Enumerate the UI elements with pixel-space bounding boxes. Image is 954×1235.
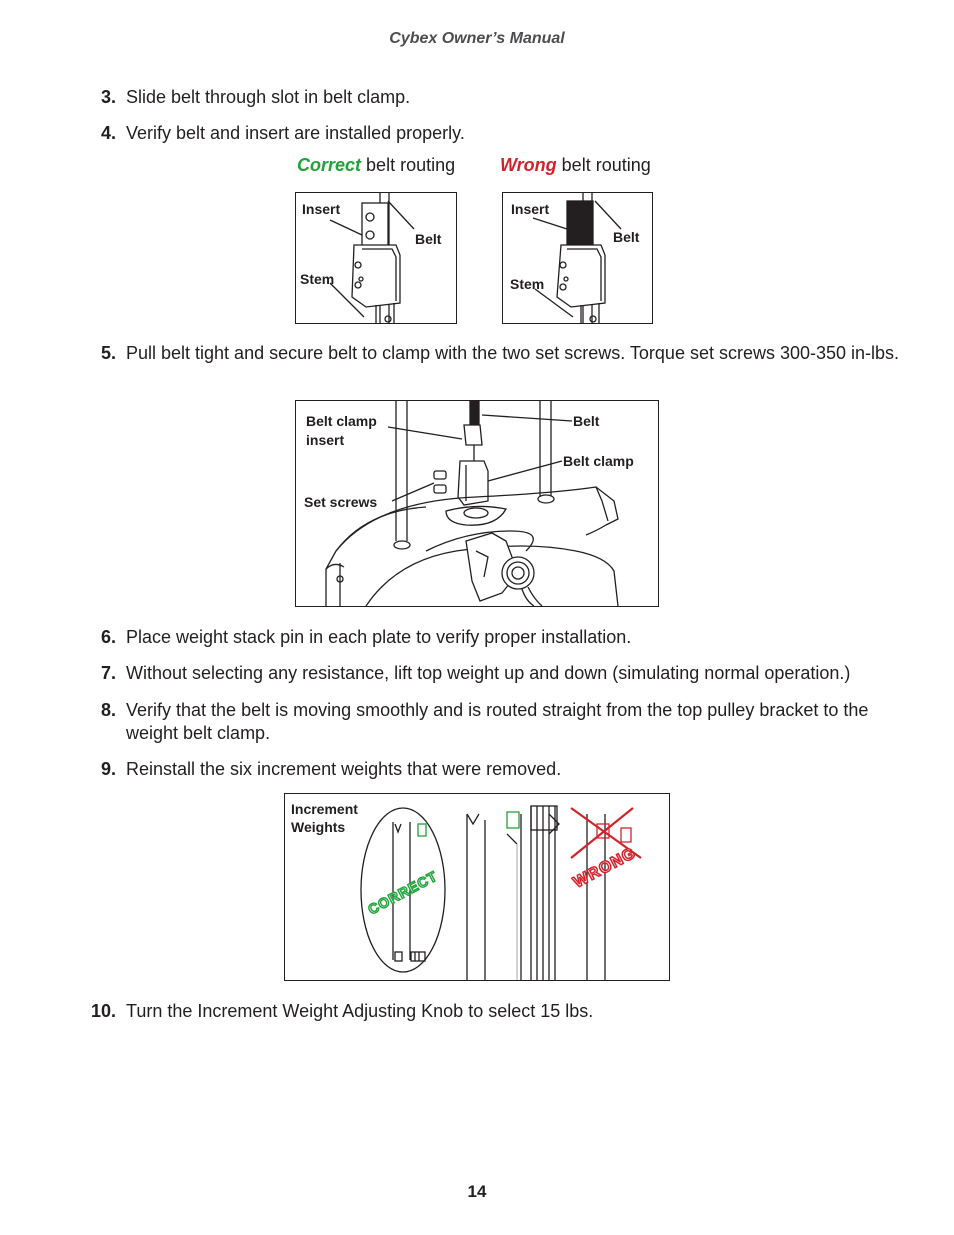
- wrong-stamp: WRONG: [570, 844, 639, 892]
- correct-routing-caption: [297, 155, 455, 176]
- step-text: Reinstall the six increment weights that were removed.: [126, 759, 562, 779]
- correct-word: Correct: [297, 155, 362, 175]
- step-number: 3.: [100, 87, 116, 107]
- step-text: Slide belt through slot in belt clamp.: [126, 87, 411, 107]
- set-screws-label: Set screws: [304, 494, 378, 510]
- correct-suffix: belt routing: [366, 155, 456, 175]
- step-text: Place weight stack pin in each plate to verify proper installation.: [126, 627, 632, 647]
- increment-label-line1: Increment: [291, 801, 358, 817]
- step-text: Without selecting any resistance, lift top weight up and down (simulating normal operation.): [126, 663, 851, 683]
- increment-label-line2: Weights: [291, 819, 346, 835]
- correct-stamp: CORRECT: [365, 867, 441, 918]
- step-number: 6.: [100, 627, 116, 647]
- step-text: Turn the Increment Weight Adjusting Knob to select 15 lbs.: [126, 1001, 594, 1021]
- wrong-suffix: belt routing: [561, 155, 651, 175]
- stem-label: Stem: [510, 276, 545, 292]
- step-text: Verify that the belt is moving smoothly and is routed straight from the top pulley bracket to the weight belt clamp.: [126, 700, 869, 743]
- wrong-word: Wrong: [500, 155, 557, 175]
- belt-clamp-insert-label-line2: insert: [306, 432, 345, 448]
- step-5: [80, 342, 900, 388]
- wrong-routing-caption: [500, 155, 651, 176]
- step-number: 8.: [100, 700, 116, 720]
- belt-clamp-insert-label-line1: Belt clamp: [306, 413, 377, 429]
- step-number: 10.: [90, 1001, 116, 1021]
- stem-label: Stem: [300, 271, 335, 287]
- step-number: 5.: [100, 343, 116, 363]
- wrong-routing-figure: [502, 192, 653, 324]
- increment-weights-figure: [284, 793, 670, 981]
- step-text: Verify belt and insert are installed properly.: [126, 123, 465, 143]
- belt-clamp-label: Belt clamp: [563, 453, 634, 469]
- step-text: Pull belt tight and secure belt to clamp with the two set screws. Torque set screws 300-350 in-lbs.: [126, 343, 900, 363]
- insert-label: Insert: [511, 201, 550, 217]
- step-8: [80, 699, 900, 745]
- insert-label: Insert: [302, 201, 341, 217]
- page-header-title: Cybex Owner’s Manual: [389, 30, 565, 47]
- belt-label: Belt: [613, 229, 640, 245]
- belt-label: Belt: [573, 413, 600, 429]
- correct-routing-figure: [295, 192, 457, 324]
- belt-label: Belt: [415, 231, 442, 247]
- page-number: 14: [467, 1182, 487, 1201]
- step-number: 4.: [100, 123, 116, 143]
- belt-clamp-figure: [295, 400, 659, 607]
- step-number: 7.: [100, 663, 116, 683]
- step-number: 9.: [100, 759, 116, 779]
